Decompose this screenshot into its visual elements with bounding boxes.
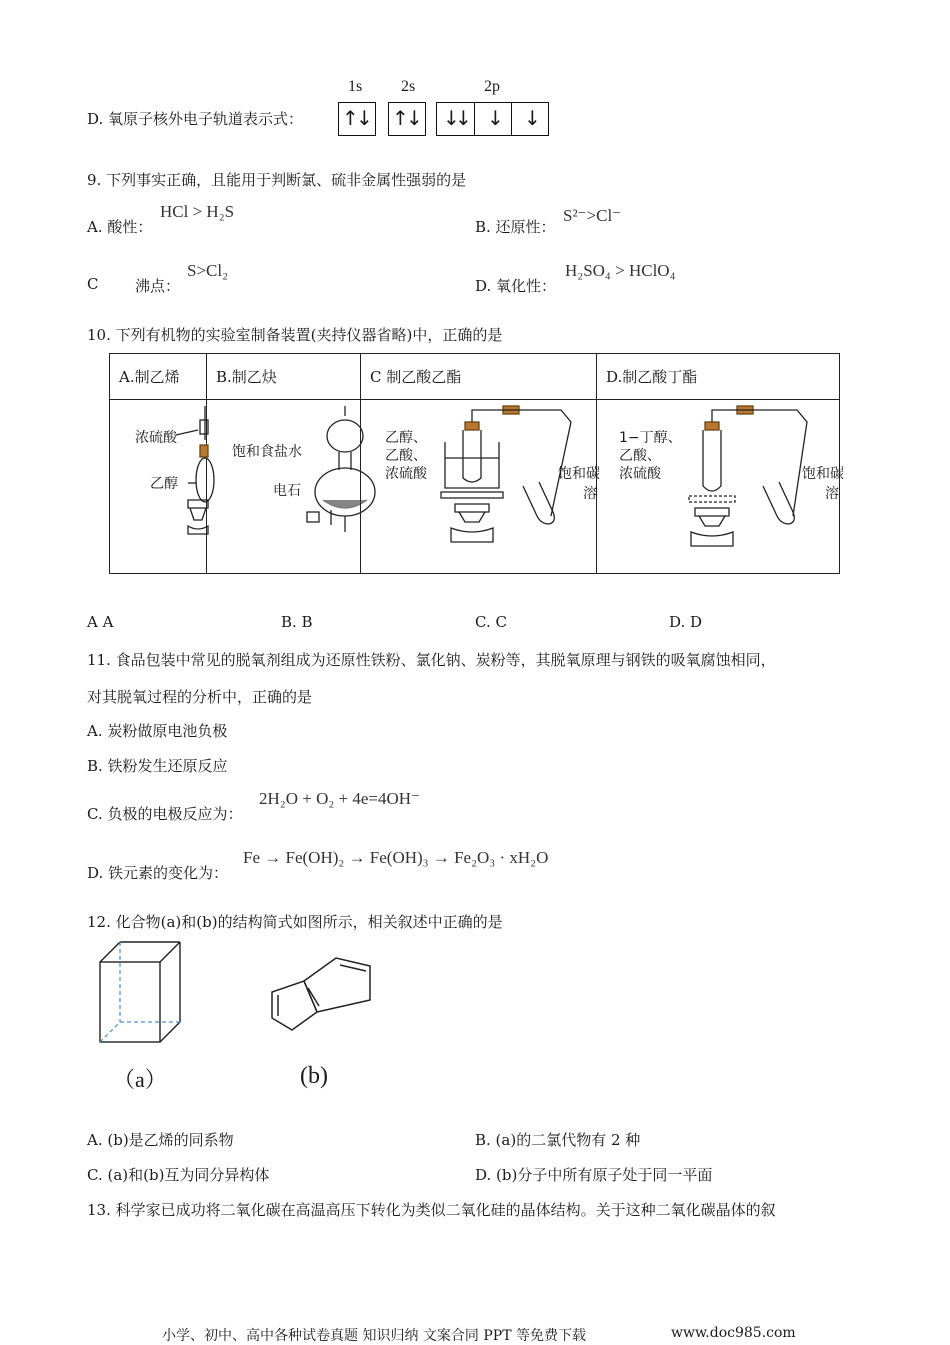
label-solution: 溶	[583, 486, 597, 502]
label-saturated-sodium-carbonate: 饱和碳	[802, 466, 844, 482]
q12-option-d: D. (b)分子中所有原子处于同一平面	[475, 1166, 713, 1184]
footer-link[interactable]: www.doc985.com	[671, 1325, 796, 1341]
q11-stem-line2: 对其脱氧过程的分析中，正确的是	[87, 688, 313, 706]
q13-stem: 13. 科学家已成功将二氧化碳在高温高压下转化为类似二氧化硅的晶体结构。关于这种二氧化碳晶体的叙	[87, 1201, 776, 1219]
orbital-label-2s: 2s	[401, 78, 416, 95]
q10-option-a: A A	[87, 613, 114, 631]
label-solution: 溶	[825, 486, 839, 502]
q8-option-d-label: D. 氧原子核外电子轨道表示式：	[87, 110, 304, 128]
q10-option-b: B. B	[281, 613, 313, 631]
orbital-box-1s	[338, 102, 376, 136]
spin-down-arrow-icon: ↓	[455, 106, 472, 130]
label-conc-sulfuric-acid: 浓硫酸	[385, 466, 427, 482]
q9-option-b-label: B. 还原性：	[475, 218, 556, 236]
q12-option-c: C. (a)和(b)互为同分异构体	[87, 1166, 270, 1184]
orbital-divider	[511, 103, 512, 135]
q12-option-a: A. (b)是乙烯的同系物	[87, 1131, 234, 1149]
pentalene-structure-icon	[262, 948, 380, 1038]
q9-option-c-letter: C	[87, 275, 99, 293]
apparatus-a	[110, 400, 207, 574]
q10-option-c: C. C	[475, 613, 507, 631]
q12-option-b: B. (a)的二氯代物有 2 种	[475, 1131, 641, 1149]
q9-option-c-formula: S>Cl₂	[187, 261, 229, 280]
spin-down-arrow-icon: ↓	[443, 106, 460, 130]
q9-option-c-label: 沸点：	[135, 277, 181, 295]
apparatus-table	[109, 353, 844, 574]
apparatus-b	[207, 400, 361, 574]
orbital-box-2p	[436, 102, 549, 136]
label-b: (b)	[300, 1063, 328, 1089]
header-c: C 制乙酸乙酯	[361, 354, 597, 400]
q11-option-c-formula: 2H₂O + O₂ + 4e=4OH⁻	[259, 789, 421, 808]
header-d: D.制乙酸丁酯	[597, 354, 840, 400]
q10-option-d: D. D	[669, 613, 703, 631]
q11-option-d-formula: Fe → Fe(OH)₂ → Fe(OH)₃ → Fe₂O₃ · xH₂O	[243, 848, 549, 867]
q9-option-d-formula: H₂SO₄ > HClO₄	[565, 261, 676, 280]
label-1-butanol: 1−丁醇、	[619, 430, 682, 446]
spin-up-arrow-icon: ↑	[392, 106, 409, 130]
spin-down-arrow-icon: ↓	[356, 106, 373, 130]
q10-stem: 10. 下列有机物的实验室制备装置(夹持仪器省略)中，正确的是	[87, 326, 503, 344]
q9-stem: 9. 下列事实正确，且能用于判断氯、硫非金属性强弱的是	[87, 171, 467, 189]
orbital-label-2p: 2p	[484, 78, 500, 95]
spin-down-arrow-icon: ↓	[524, 106, 541, 130]
orbital-box-2s	[388, 102, 426, 136]
q11-stem-line1: 11. 食品包装中常见的脱氧剂组成为还原性铁粉、氯化钠、炭粉等，其脱氧原理与钢铁的吸氧腐蚀相同，	[87, 651, 776, 669]
spin-down-arrow-icon: ↓	[406, 106, 423, 130]
label-saturated-sodium-carbonate: 饱和碳	[558, 466, 600, 482]
q11-option-c-label: C. 负极的电极反应为：	[87, 805, 243, 823]
label-conc-sulfuric-acid: 浓硫酸	[619, 466, 661, 482]
header-a: A.制乙烯	[110, 354, 207, 400]
label-a: （a）	[113, 1067, 167, 1092]
spin-down-arrow-icon: ↓	[487, 106, 504, 130]
label-conc-sulfuric-acid: 浓硫酸	[135, 430, 177, 446]
label-calcium-carbide: 电石	[273, 483, 301, 499]
label-acetic-acid: 乙酸、	[385, 448, 427, 464]
header-b: B.制乙炔	[207, 354, 361, 400]
spin-up-arrow-icon: ↑	[342, 106, 359, 130]
footer-text: 小学、初中、高中各种试卷真题 知识归纳 文案合同 PPT 等免费下载	[162, 1328, 586, 1344]
butyl-acetate-apparatus-icon	[597, 400, 841, 572]
q12-stem: 12. 化合物(a)和(b)的结构简式如图所示，相关叙述中正确的是	[87, 913, 503, 931]
label-ethanol: 乙醇、	[385, 430, 427, 446]
q9-option-b-formula: S²⁻>Cl⁻	[563, 206, 622, 225]
cubane-structure-icon	[96, 938, 186, 1044]
q11-option-a: A. 炭粉做原电池负极	[87, 722, 228, 740]
apparatus-d	[597, 400, 844, 574]
q9-option-d-label: D. 氧化性：	[475, 277, 557, 295]
q9-option-a-formula: HCl > H₂S	[160, 202, 235, 221]
apparatus-c	[361, 400, 600, 574]
orbital-divider	[474, 103, 475, 135]
q11-option-d-label: D. 铁元素的变化为：	[87, 864, 229, 882]
orbital-label-1s: 1s	[348, 78, 363, 95]
label-saturated-brine: 饱和食盐水	[232, 444, 302, 460]
label-acetic-acid: 乙酸、	[619, 448, 661, 464]
label-ethanol: 乙醇	[150, 476, 178, 492]
ethyl-acetate-apparatus-icon	[361, 400, 597, 572]
q11-option-b: B. 铁粉发生还原反应	[87, 757, 228, 775]
q9-option-a-label: A. 酸性：	[87, 218, 153, 236]
